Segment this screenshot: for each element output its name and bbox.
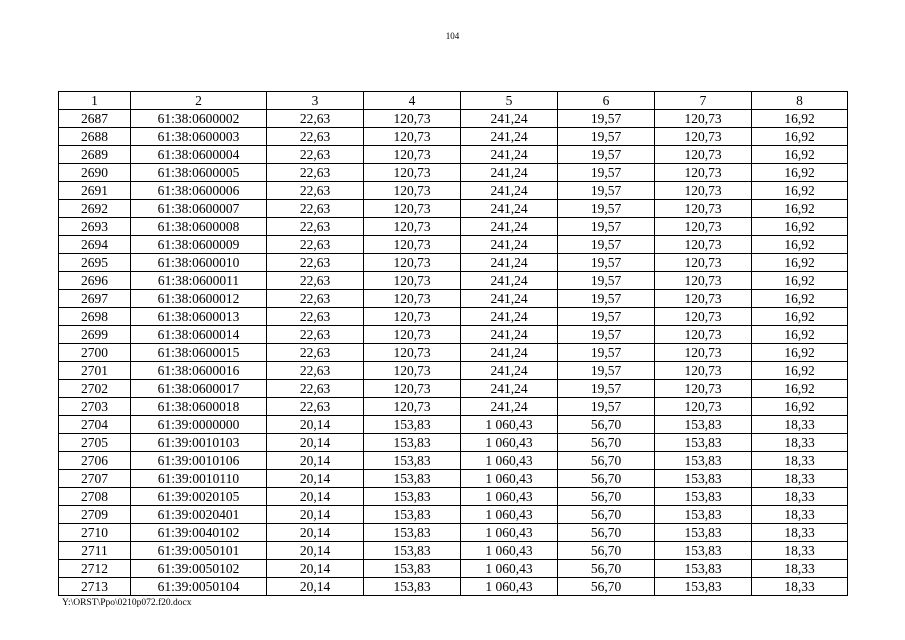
table-cell: 2698	[59, 308, 131, 326]
table-cell: 61:38:0600003	[131, 128, 267, 146]
table-cell: 22,63	[267, 326, 364, 344]
table-cell: 61:39:0010110	[131, 470, 267, 488]
table-cell: 19,57	[558, 200, 655, 218]
table-cell: 153,83	[364, 578, 461, 596]
table-cell: 241,24	[461, 218, 558, 236]
table-cell: 61:38:0600009	[131, 236, 267, 254]
table-cell: 22,63	[267, 308, 364, 326]
table-cell: 2700	[59, 344, 131, 362]
table-cell: 1 060,43	[461, 434, 558, 452]
table-cell: 16,92	[752, 398, 848, 416]
table-cell: 16,92	[752, 290, 848, 308]
table-cell: 153,83	[655, 488, 752, 506]
table-cell: 56,70	[558, 542, 655, 560]
table-cell: 19,57	[558, 128, 655, 146]
table-row	[59, 128, 848, 146]
table-row	[59, 452, 848, 470]
table-cell: 56,70	[558, 434, 655, 452]
table-cell: 16,92	[752, 200, 848, 218]
table-cell: 61:39:0020401	[131, 506, 267, 524]
table-header-row	[59, 92, 848, 110]
table-cell: 153,83	[364, 452, 461, 470]
table-cell: 153,83	[655, 506, 752, 524]
table-cell: 22,63	[267, 200, 364, 218]
table-cell: 120,73	[364, 110, 461, 128]
table-cell: 20,14	[267, 524, 364, 542]
table-cell: 120,73	[655, 272, 752, 290]
table-cell: 120,73	[364, 362, 461, 380]
table-cell: 120,73	[655, 344, 752, 362]
table-row	[59, 344, 848, 362]
table-cell: 19,57	[558, 236, 655, 254]
table-cell: 120,73	[655, 326, 752, 344]
table-cell: 19,57	[558, 272, 655, 290]
table-cell: 20,14	[267, 416, 364, 434]
table-cell: 120,73	[655, 164, 752, 182]
table-cell: 2706	[59, 452, 131, 470]
table-cell: 2694	[59, 236, 131, 254]
table-cell: 22,63	[267, 128, 364, 146]
table-cell: 241,24	[461, 326, 558, 344]
table-cell: 2705	[59, 434, 131, 452]
table-cell: 241,24	[461, 164, 558, 182]
table-cell: 61:38:0600005	[131, 164, 267, 182]
table-cell: 120,73	[655, 380, 752, 398]
table-cell: 153,83	[364, 560, 461, 578]
table-cell: 56,70	[558, 452, 655, 470]
table-cell: 241,24	[461, 344, 558, 362]
table-row	[59, 578, 848, 596]
table-row	[59, 362, 848, 380]
table-row	[59, 416, 848, 434]
table-cell: 22,63	[267, 182, 364, 200]
table-cell: 16,92	[752, 308, 848, 326]
table-cell: 18,33	[752, 416, 848, 434]
table-cell: 61:39:0000000	[131, 416, 267, 434]
table-cell: 18,33	[752, 542, 848, 560]
table-cell: 19,57	[558, 290, 655, 308]
table-cell: 56,70	[558, 488, 655, 506]
table-cell: 22,63	[267, 236, 364, 254]
table-row	[59, 380, 848, 398]
table-cell: 2696	[59, 272, 131, 290]
table-cell: 2701	[59, 362, 131, 380]
table-cell: 20,14	[267, 560, 364, 578]
table-cell: 120,73	[655, 362, 752, 380]
table-cell: 120,73	[655, 308, 752, 326]
table-cell: 2707	[59, 470, 131, 488]
table-cell: 61:39:0040102	[131, 524, 267, 542]
column-header: 3	[267, 92, 364, 110]
table-cell: 241,24	[461, 362, 558, 380]
table-cell: 241,24	[461, 254, 558, 272]
table-cell: 61:38:0600007	[131, 200, 267, 218]
table-cell: 2710	[59, 524, 131, 542]
column-header: 2	[131, 92, 267, 110]
table-cell: 56,70	[558, 524, 655, 542]
table-row	[59, 326, 848, 344]
table-cell: 61:38:0600008	[131, 218, 267, 236]
table-cell: 120,73	[655, 200, 752, 218]
table-cell: 153,83	[655, 434, 752, 452]
column-header: 7	[655, 92, 752, 110]
table-cell: 120,73	[655, 236, 752, 254]
table-cell: 61:39:0050104	[131, 578, 267, 596]
table-cell: 61:38:0600002	[131, 110, 267, 128]
table-cell: 61:38:0600015	[131, 344, 267, 362]
table-cell: 19,57	[558, 218, 655, 236]
table-row	[59, 560, 848, 578]
table-cell: 241,24	[461, 398, 558, 416]
table-cell: 16,92	[752, 128, 848, 146]
table-cell: 120,73	[655, 146, 752, 164]
table-cell: 120,73	[364, 200, 461, 218]
table-cell: 120,73	[364, 164, 461, 182]
table-cell: 120,73	[364, 182, 461, 200]
table-cell: 22,63	[267, 110, 364, 128]
table-cell: 20,14	[267, 578, 364, 596]
table-cell: 16,92	[752, 182, 848, 200]
table-cell: 153,83	[655, 524, 752, 542]
table-cell: 153,83	[655, 416, 752, 434]
column-header: 1	[59, 92, 131, 110]
table-cell: 1 060,43	[461, 524, 558, 542]
table-cell: 241,24	[461, 236, 558, 254]
table-cell: 241,24	[461, 128, 558, 146]
table-cell: 61:38:0600016	[131, 362, 267, 380]
table-cell: 2688	[59, 128, 131, 146]
table-cell: 2695	[59, 254, 131, 272]
table-row	[59, 110, 848, 128]
table-cell: 22,63	[267, 362, 364, 380]
table-cell: 56,70	[558, 506, 655, 524]
table-cell: 22,63	[267, 290, 364, 308]
table-cell: 18,33	[752, 560, 848, 578]
table-cell: 153,83	[655, 542, 752, 560]
table-cell: 56,70	[558, 470, 655, 488]
page-number: 104	[445, 31, 460, 41]
table-cell: 19,57	[558, 146, 655, 164]
table-cell: 22,63	[267, 218, 364, 236]
table-cell: 2704	[59, 416, 131, 434]
table-row	[59, 290, 848, 308]
column-header: 4	[364, 92, 461, 110]
table-cell: 22,63	[267, 272, 364, 290]
table-cell: 120,73	[364, 236, 461, 254]
table-cell: 2709	[59, 506, 131, 524]
table-cell: 153,83	[655, 560, 752, 578]
table-cell: 22,63	[267, 254, 364, 272]
table-cell: 22,63	[267, 398, 364, 416]
table-cell: 1 060,43	[461, 578, 558, 596]
table-cell: 18,33	[752, 452, 848, 470]
table-cell: 18,33	[752, 506, 848, 524]
table-row	[59, 308, 848, 326]
table-cell: 18,33	[752, 488, 848, 506]
table-cell: 56,70	[558, 560, 655, 578]
table-cell: 19,57	[558, 182, 655, 200]
table-cell: 153,83	[655, 470, 752, 488]
table-cell: 241,24	[461, 272, 558, 290]
table-cell: 2690	[59, 164, 131, 182]
table-cell: 241,24	[461, 182, 558, 200]
table-cell: 20,14	[267, 488, 364, 506]
table-cell: 2697	[59, 290, 131, 308]
table-cell: 153,83	[364, 470, 461, 488]
table-cell: 61:38:0600018	[131, 398, 267, 416]
table-row	[59, 542, 848, 560]
table-cell: 16,92	[752, 164, 848, 182]
table-cell: 61:39:0050102	[131, 560, 267, 578]
table-cell: 19,57	[558, 380, 655, 398]
table-cell: 2693	[59, 218, 131, 236]
table-cell: 120,73	[655, 110, 752, 128]
data-table	[58, 91, 848, 596]
table-cell: 153,83	[364, 434, 461, 452]
footer-file-path: Y:\ORST\Ppo\0210p072.f20.docx	[62, 598, 192, 608]
table-cell: 120,73	[364, 128, 461, 146]
table-cell: 2712	[59, 560, 131, 578]
table-cell: 241,24	[461, 200, 558, 218]
table-cell: 16,92	[752, 218, 848, 236]
table-cell: 120,73	[364, 344, 461, 362]
table-cell: 120,73	[364, 290, 461, 308]
table-cell: 120,73	[655, 182, 752, 200]
table-cell: 1 060,43	[461, 506, 558, 524]
table-cell: 153,83	[655, 452, 752, 470]
table-cell: 61:38:0600006	[131, 182, 267, 200]
table-cell: 20,14	[267, 506, 364, 524]
table-row	[59, 182, 848, 200]
table-cell: 61:39:0050101	[131, 542, 267, 560]
table-row	[59, 398, 848, 416]
table-row	[59, 488, 848, 506]
table-cell: 61:38:0600013	[131, 308, 267, 326]
table-cell: 1 060,43	[461, 542, 558, 560]
table-cell: 16,92	[752, 272, 848, 290]
table-cell: 120,73	[655, 218, 752, 236]
table-cell: 2703	[59, 398, 131, 416]
table-cell: 153,83	[364, 542, 461, 560]
table-cell: 2711	[59, 542, 131, 560]
table-cell: 2687	[59, 110, 131, 128]
table-cell: 241,24	[461, 146, 558, 164]
table-row	[59, 236, 848, 254]
table-cell: 120,73	[364, 146, 461, 164]
table-cell: 120,73	[655, 254, 752, 272]
table-cell: 19,57	[558, 344, 655, 362]
table-cell: 20,14	[267, 470, 364, 488]
table-cell: 22,63	[267, 344, 364, 362]
table-cell: 19,57	[558, 398, 655, 416]
table-cell: 2702	[59, 380, 131, 398]
table-row	[59, 200, 848, 218]
table-cell: 120,73	[655, 290, 752, 308]
table-cell: 120,73	[364, 398, 461, 416]
table-body	[59, 110, 848, 596]
table-cell: 120,73	[655, 128, 752, 146]
table-cell: 153,83	[364, 524, 461, 542]
table-cell: 19,57	[558, 326, 655, 344]
table-cell: 120,73	[364, 218, 461, 236]
table-row	[59, 164, 848, 182]
table-cell: 16,92	[752, 110, 848, 128]
table-cell: 2689	[59, 146, 131, 164]
table-row	[59, 254, 848, 272]
table-cell: 16,92	[752, 326, 848, 344]
table-cell: 16,92	[752, 254, 848, 272]
table-cell: 120,73	[364, 308, 461, 326]
table-cell: 16,92	[752, 344, 848, 362]
table-cell: 2713	[59, 578, 131, 596]
table-cell: 1 060,43	[461, 452, 558, 470]
table-cell: 120,73	[364, 326, 461, 344]
table-cell: 22,63	[267, 164, 364, 182]
table-cell: 18,33	[752, 578, 848, 596]
table-cell: 120,73	[655, 398, 752, 416]
column-header: 6	[558, 92, 655, 110]
table-cell: 120,73	[364, 254, 461, 272]
table-cell: 61:38:0600011	[131, 272, 267, 290]
table-row	[59, 272, 848, 290]
table-cell: 16,92	[752, 380, 848, 398]
table-cell: 1 060,43	[461, 470, 558, 488]
table-cell: 153,83	[655, 578, 752, 596]
column-header: 5	[461, 92, 558, 110]
table-cell: 1 060,43	[461, 488, 558, 506]
table-cell: 61:38:0600004	[131, 146, 267, 164]
table-cell: 241,24	[461, 110, 558, 128]
table-cell: 120,73	[364, 380, 461, 398]
table-cell: 16,92	[752, 146, 848, 164]
table-cell: 241,24	[461, 308, 558, 326]
table-cell: 19,57	[558, 362, 655, 380]
table-cell: 20,14	[267, 452, 364, 470]
table-cell: 61:38:0600017	[131, 380, 267, 398]
table-cell: 61:38:0600012	[131, 290, 267, 308]
table-cell: 241,24	[461, 380, 558, 398]
table-cell: 153,83	[364, 488, 461, 506]
table-cell: 18,33	[752, 470, 848, 488]
table-cell: 20,14	[267, 542, 364, 560]
table-cell: 16,92	[752, 362, 848, 380]
table-cell: 61:38:0600010	[131, 254, 267, 272]
table-row	[59, 146, 848, 164]
table-cell: 19,57	[558, 254, 655, 272]
table-cell: 22,63	[267, 146, 364, 164]
table-cell: 153,83	[364, 506, 461, 524]
table-cell: 153,83	[364, 416, 461, 434]
table-cell: 1 060,43	[461, 416, 558, 434]
table-cell: 16,92	[752, 236, 848, 254]
column-header: 8	[752, 92, 848, 110]
table-cell: 20,14	[267, 434, 364, 452]
table-row	[59, 524, 848, 542]
table-cell: 19,57	[558, 164, 655, 182]
table-cell: 2691	[59, 182, 131, 200]
table-cell: 61:39:0010103	[131, 434, 267, 452]
table-cell: 18,33	[752, 524, 848, 542]
table-cell: 56,70	[558, 578, 655, 596]
table-cell: 61:39:0020105	[131, 488, 267, 506]
table-row	[59, 506, 848, 524]
table-cell: 56,70	[558, 416, 655, 434]
table-cell: 1 060,43	[461, 560, 558, 578]
table-row	[59, 470, 848, 488]
table-cell: 18,33	[752, 434, 848, 452]
table-cell: 2692	[59, 200, 131, 218]
table-cell: 241,24	[461, 290, 558, 308]
table-row	[59, 434, 848, 452]
table-cell: 2708	[59, 488, 131, 506]
table-cell: 19,57	[558, 308, 655, 326]
table-cell: 120,73	[364, 272, 461, 290]
table-cell: 61:38:0600014	[131, 326, 267, 344]
table-row	[59, 218, 848, 236]
table-cell: 19,57	[558, 110, 655, 128]
table-cell: 22,63	[267, 380, 364, 398]
table-cell: 2699	[59, 326, 131, 344]
table-cell: 61:39:0010106	[131, 452, 267, 470]
